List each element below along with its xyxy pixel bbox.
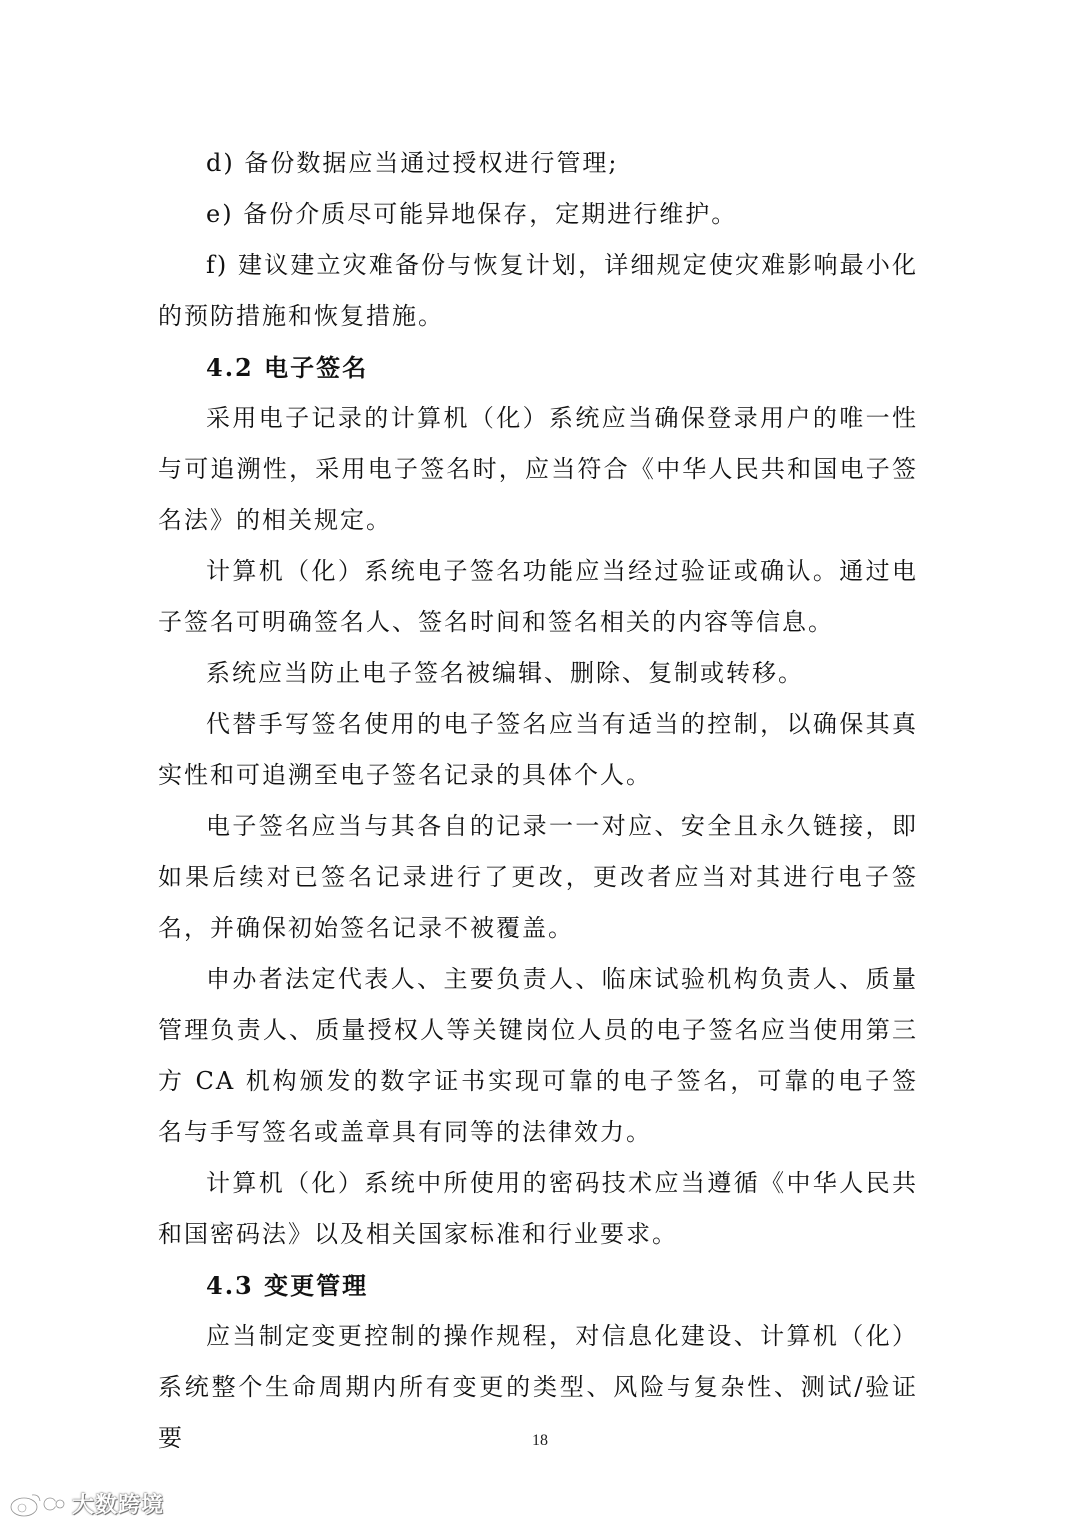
watermark-text: 大数跨境 — [72, 1493, 165, 1518]
watermark — [8, 1488, 164, 1519]
paragraph-key-personnel-ca: 申办者法定代表人、主要负责人、临床试验机构负责人、质量管理负责人、质量授权人等关键岗位人员的电子签名应当使用第三方 CA 机构颁发的数字证书实现可靠的电子签名，可靠的电子签名与手写签名或盖章具有同等的法律效力。 — [158, 965, 918, 1146]
weibo-logo-icon — [8, 1489, 66, 1519]
paragraph-signature-protection: 系统应当防止电子签名被编辑、删除、复制或转移。 — [206, 659, 804, 687]
section-heading-electronic-signature: 4.2 电子签名 — [206, 353, 369, 382]
paragraph-cryptography: 计算机（化）系统中所使用的密码技术应当遵循《中华人民共和国密码法》以及相关国家标准和行业要求。 — [158, 1169, 918, 1248]
document-body — [158, 138, 918, 1464]
paragraph-backup-media: e) 备份介质尽可能异地保存，定期进行维护。 — [206, 200, 738, 228]
paragraph-backup-authorization: d) 备份数据应当通过授权进行管理; — [206, 149, 619, 177]
paragraph-signature-validation: 计算机（化）系统电子签名功能应当经过验证或确认。通过电子签名可明确签名人、签名时间和签名相关的内容等信息。 — [158, 557, 918, 636]
paragraph-record-linking: 电子签名应当与其各自的记录一一对应、安全且永久链接，即如果后续对已签名记录进行了更改，更改者应当对其进行电子签名，并确保初始签名记录不被覆盖。 — [158, 812, 918, 942]
page-number: 18 — [532, 1432, 548, 1449]
paragraph-handwritten-replacement: 代替手写签名使用的电子签名应当有适当的控制，以确保其真实性和可追溯至电子签名记录的具体个人。 — [158, 710, 918, 789]
paragraph-change-control: 应当制定变更控制的操作规程，对信息化建设、计算机（化）系统整个生命周期内所有变更的类型、风险与复杂性、测试/验证要 — [158, 1322, 918, 1452]
paragraph-login-uniqueness: 采用电子记录的计算机（化）系统应当确保登录用户的唯一性与可追溯性，采用电子签名时，应当符合《中华人民共和国电子签名法》的相关规定。 — [158, 404, 918, 534]
paragraph-disaster-recovery: f) 建议建立灾难备份与恢复计划，详细规定使灾难影响最小化的预防措施和恢复措施。 — [158, 251, 918, 330]
section-heading-change-management: 4.3 变更管理 — [206, 1271, 369, 1300]
